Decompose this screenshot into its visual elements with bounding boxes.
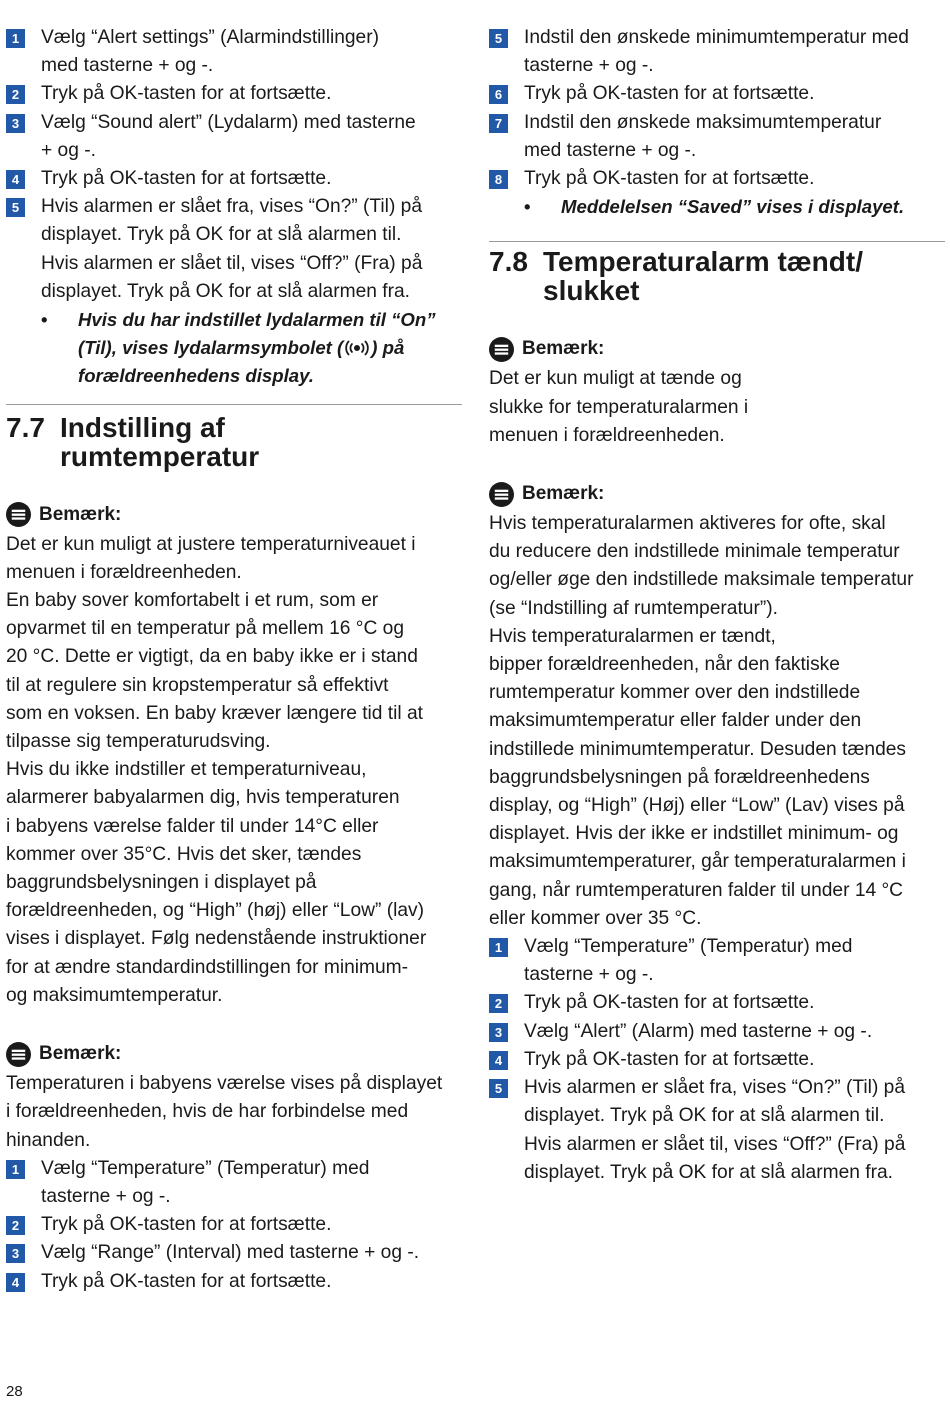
step-item: [489, 1018, 945, 1046]
body-line: i babyens værelse falder til under 14°C eller: [6, 815, 379, 837]
note-text: hinanden.: [6, 1129, 91, 1151]
note-text: i forældreenheden, hvis de har forbindelse med: [6, 1101, 409, 1123]
step-number: 4: [489, 1051, 508, 1070]
step-line: Tryk på OK-tasten for at fortsætte.: [41, 1270, 332, 1292]
step-line: + og -.: [41, 139, 96, 161]
step-item: [489, 1074, 945, 1187]
step-line: Tryk på OK-tasten for at fortsætte.: [41, 83, 332, 105]
section-number: 7.8: [489, 246, 528, 278]
note-text: maksimumtemperaturer, går temperaturalarmen i: [489, 851, 906, 873]
note-heading: [6, 1040, 462, 1068]
note-text: menuen i forældreenheden.: [489, 424, 725, 446]
step-item: [489, 1046, 945, 1074]
step-line: Vælg “Range” (Interval) med tasterne + og -.: [41, 1242, 420, 1264]
step-number: 4: [6, 1273, 25, 1292]
step-number: 1: [489, 938, 508, 957]
heading-line: rumtemperatur: [60, 440, 260, 472]
step-line: tasterne + og -.: [524, 55, 654, 77]
body-line: kommer over 35°C. Hvis det sker, tændes: [6, 843, 362, 865]
note-text: Hvis temperaturalarmen aktiveres for ofte, skal: [489, 513, 886, 535]
step-line: displayet. Tryk på OK for at slå alarmen til.: [524, 1105, 885, 1127]
body-line: og maksimumtemperatur.: [6, 984, 223, 1006]
body-line: for at ændre standardindstillingen for minimum-: [6, 956, 409, 978]
step-number: 5: [489, 1079, 508, 1098]
body-line: forældreenheden, og “High” (høj) eller “Low” (lav): [6, 900, 425, 922]
note-label: Bemærk:: [522, 483, 605, 505]
step-number: 1: [6, 1160, 25, 1179]
step-number: 2: [6, 85, 25, 104]
body-line: alarmerer babyalarmen dig, hvis temperaturen: [6, 787, 400, 809]
step-number: 4: [6, 170, 25, 189]
step-line: displayet. Tryk på OK for at slå alarmen til.: [41, 224, 402, 246]
note-text: (se “Indstilling af rumtemperatur”).: [489, 597, 778, 619]
step-line: Tryk på OK-tasten for at fortsætte.: [41, 1214, 332, 1236]
note-text: eller kommer over 35 °C.: [489, 907, 702, 929]
note-heading: [6, 501, 462, 529]
step-line: Hvis alarmen er slået til, vises “Off?” (Fra) på: [41, 252, 423, 274]
step-line: displayet. Tryk på OK for at slå alarmen fra.: [41, 280, 410, 302]
step-item: [489, 109, 945, 165]
step-line: med tasterne + og -.: [524, 139, 697, 161]
step-item: [6, 80, 462, 108]
step-line: Tryk på OK-tasten for at fortsætte.: [41, 168, 332, 190]
step-line: med tasterne + og -.: [41, 55, 214, 77]
step-line: Vælg “Alert settings” (Alarmindstillinger): [41, 27, 380, 48]
step-number: 3: [6, 1244, 25, 1263]
note-text: Det er kun muligt at tænde og: [489, 368, 742, 390]
step-line: Vælg “Alert” (Alarm) med tasterne + og -.: [524, 1020, 873, 1042]
section-heading-7-7: [6, 413, 462, 471]
note-text: Temperaturen i babyens værelse vises på displayet: [6, 1073, 443, 1095]
heading-line: Temperaturalarm tændt/: [543, 246, 863, 278]
section-heading-7-8: [489, 247, 945, 305]
bullet-note-saved: [489, 193, 945, 221]
right-column: [489, 24, 945, 1187]
step-line: Hvis alarmen er slået til, vises “Off?” (Fra) på: [524, 1133, 906, 1155]
bullet-text: ) på: [371, 337, 405, 359]
note-icon: [6, 502, 31, 527]
step-item: [6, 1211, 462, 1239]
step-line: Tryk på OK-tasten for at fortsætte.: [524, 1048, 815, 1070]
bullet-line: forældreenhedens display.: [78, 365, 314, 387]
step-number: 6: [489, 85, 508, 104]
step-line: Hvis alarmen er slået fra, vises “On?” (Til) på: [41, 196, 423, 218]
step-number: 3: [489, 1023, 508, 1042]
body-line: vises i displayet. Følg nedenstående instruktioner: [6, 928, 427, 950]
note-text: Det er kun muligt at justere temperaturniveauet i: [6, 533, 416, 555]
note-icon: [6, 1042, 31, 1067]
bullet-note-sound-alert: [6, 306, 462, 391]
step-line: Tryk på OK-tasten for at fortsætte.: [524, 83, 815, 105]
note-text: rumtemperatur kommer over den indstillede: [489, 682, 861, 704]
bullet-dot: •: [524, 196, 531, 218]
step-line: Indstil den ønskede maksimumtemperatur: [524, 111, 882, 133]
step-item: [489, 165, 945, 193]
step-item: [489, 24, 945, 80]
steps-temperature-alert: [489, 933, 945, 1187]
body-line: opvarmet til en temperatur på mellem 16 °C og: [6, 618, 405, 640]
note-label: Bemærk:: [39, 1043, 122, 1065]
note-text: menuen i forældreenheden.: [6, 561, 242, 583]
step-item: [489, 989, 945, 1017]
step-line: Hvis alarmen er slået fra, vises “On?” (Til) på: [524, 1077, 906, 1099]
body-line: Hvis du ikke indstiller et temperaturniveau,: [6, 759, 367, 781]
step-line: Tryk på OK-tasten for at fortsætte.: [524, 992, 815, 1014]
body-line: En baby sover komfortabelt i et rum, som er: [6, 590, 379, 612]
body-line: 20 °C. Dette er vigtigt, da en baby ikke er i stand: [6, 646, 418, 668]
bullet-line: Meddelelsen “Saved” vises i displayet.: [561, 196, 905, 218]
step-line: tasterne + og -.: [524, 964, 654, 986]
note-heading: [489, 480, 945, 508]
step-line: Vælg “Temperature” (Temperatur) med: [41, 1157, 370, 1179]
note-text: Hvis temperaturalarmen er tændt,: [489, 625, 776, 647]
page-number: 28: [6, 1383, 23, 1400]
step-line: Tryk på OK-tasten for at fortsætte.: [524, 168, 815, 190]
step-item: [6, 1155, 462, 1211]
step-item: [6, 165, 462, 193]
note-icon: [489, 482, 514, 507]
step-item: [6, 1268, 462, 1296]
note-text: maksimumtemperatur eller falder under den: [489, 710, 862, 732]
note-text: gang, når rumtemperaturen falder til under 14 °C: [489, 879, 904, 901]
step-line: Vælg “Temperature” (Temperatur) med: [524, 936, 853, 958]
note-text: og/eller øge den indstillede maksimale temperatur: [489, 569, 914, 591]
step-number: 2: [6, 1216, 25, 1235]
note-text: slukke for temperaturalarmen i: [489, 396, 749, 418]
bullet-text: (Til), vises lydalarmsymbolet (: [78, 337, 344, 359]
section-divider: [489, 241, 945, 242]
note-text: baggrundsbelysningen på forældreenhedens: [489, 766, 870, 788]
step-item: [489, 933, 945, 989]
step-item: [6, 24, 462, 80]
section-number: 7.7: [6, 411, 45, 443]
step-number: 3: [6, 114, 25, 133]
note-label: Bemærk:: [522, 338, 605, 360]
step-line: displayet. Tryk på OK for at slå alarmen fra.: [524, 1161, 893, 1183]
note-label: Bemærk:: [39, 503, 122, 525]
heading-line: slukket: [543, 275, 640, 307]
step-item: [6, 1239, 462, 1267]
note-text: indstillede minimumtemperatur. Desuden tændes: [489, 738, 906, 760]
note-text: bipper forældreenheden, når den faktiske: [489, 654, 840, 676]
sound-alarm-icon: [344, 340, 370, 356]
body-line: til at regulere sin kropstemperatur så effektivt: [6, 674, 389, 696]
step-number: 7: [489, 114, 508, 133]
step-number: 8: [489, 170, 508, 189]
steps-alert-settings: [6, 24, 462, 306]
step-line: tasterne + og -.: [41, 1185, 171, 1207]
step-line: Vælg “Sound alert” (Lydalarm) med tasterne: [41, 111, 416, 133]
body-line: baggrundsbelysningen i displayet på: [6, 872, 317, 894]
step-item: [6, 193, 462, 306]
bullet-dot: •: [41, 309, 48, 331]
step-number: 5: [489, 29, 508, 48]
body-line: som en voksen. En baby kræver længere tid til at: [6, 702, 423, 724]
step-number: 2: [489, 994, 508, 1013]
body-text: [6, 587, 462, 1010]
note-heading: [489, 335, 945, 363]
left-column: [6, 24, 462, 1296]
heading-line: Indstilling af: [60, 411, 225, 443]
step-number: 1: [6, 29, 25, 48]
note-text: display, og “High” (Høj) eller “Low” (Lav) vises på: [489, 795, 905, 817]
section-divider: [6, 404, 462, 405]
step-item: [489, 80, 945, 108]
note-text: displayet. Hvis der ikke er indstillet minimum- og: [489, 823, 899, 845]
note-text: du reducere den indstillede minimale temperatur: [489, 541, 900, 563]
bullet-line: [78, 334, 462, 362]
bullet-line: Hvis du har indstillet lydalarmen til “On”: [78, 309, 436, 331]
step-item: [6, 109, 462, 165]
steps-temperature-range: [6, 1155, 462, 1296]
note-icon: [489, 337, 514, 362]
step-number: 5: [6, 198, 25, 217]
step-line: Indstil den ønskede minimumtemperatur med: [524, 27, 909, 48]
body-line: tilpasse sig temperaturudsving.: [6, 731, 271, 753]
steps-min-max-temperature: [489, 24, 945, 193]
note-body: [489, 510, 945, 933]
